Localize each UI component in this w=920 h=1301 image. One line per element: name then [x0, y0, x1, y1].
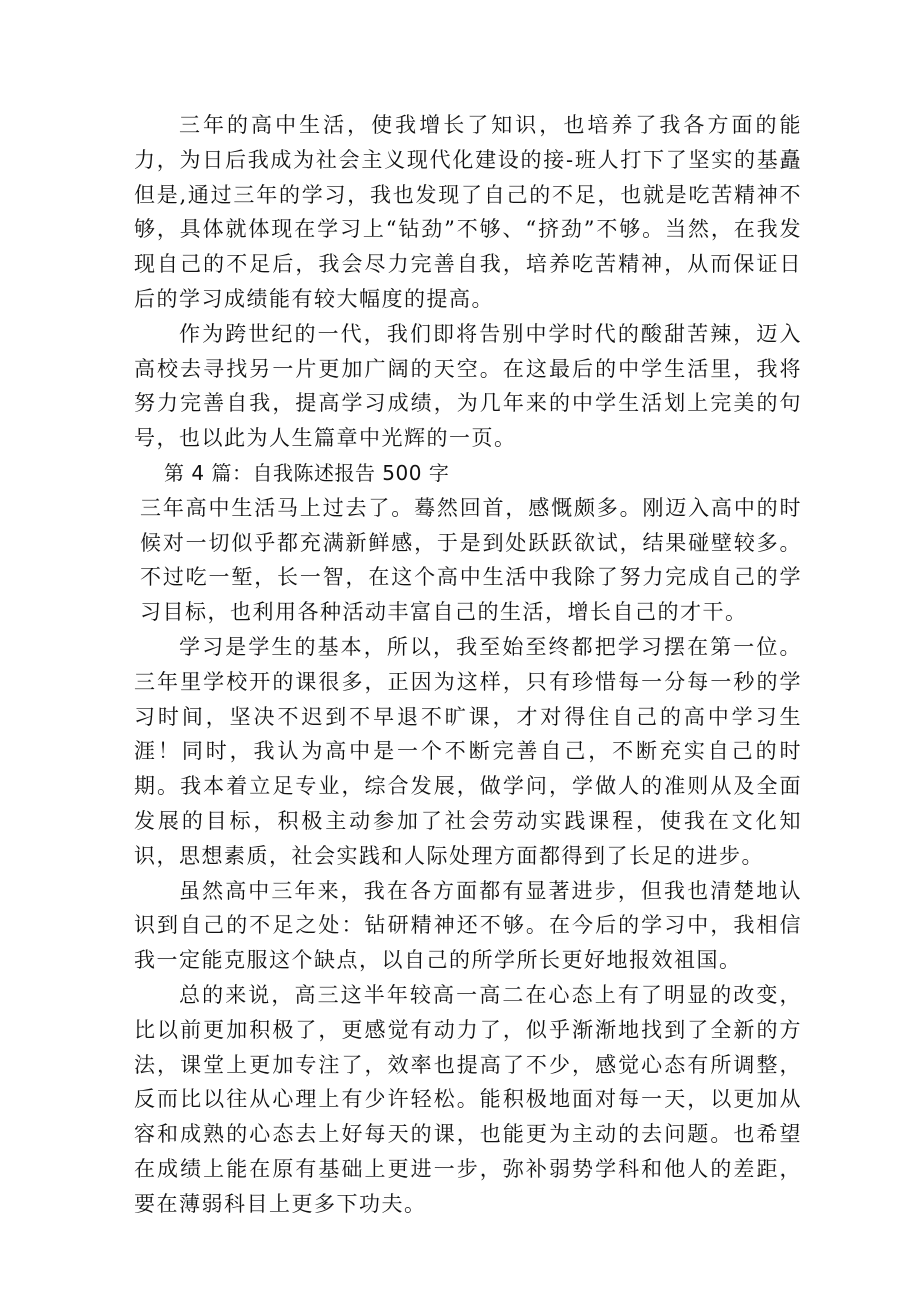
paragraph-study-first: 学习是学生的基本，所以，我至始至终都把学习摆在第一位。三年里学校开的课很多，正因为这样，只有珍惜每一分每一秒的学习时间，坚决不迟到不早退不旷课，才对得住自己的高中学习生涯！同时，我认为高中是一个不断完善自己，不断充实自己的时期。我本着立足专业，综合发展，做学问，学做人的准则从及全面发展的目标，积极主动参加了社会劳动实践课程，使我在文化知识，思想素质，社会实践和人际处理方面都得到了长足的进步。 [134, 634, 802, 868]
document-body [134, 108, 802, 1222]
paragraph-summary: 总的来说，高三这半年较高一高二在心态上有了明显的改变，比以前更加积极了，更感觉有动力了，似乎渐渐地找到了全新的方法，课堂上更加专注了，效率也提高了不少，感觉心态有所调整，反而比以往从心理上有少许轻松。能积极地面对每一天，以更加从容和成熟的心态去上好每天的课，也能更为主动的去问题。也希望在成绩上能在原有基础上更进一步，弥补弱势学科和他人的差距，要在薄弱科目上更多下功夫。 [134, 982, 802, 1216]
paragraph-shortcomings: 虽然高中三年来，我在各方面都有显著进步，但我也清楚地认识到自己的不足之处：钻研精神还不够。在今后的学习中，我相信我一定能克服这个缺点，以自己的所学所长更好地报效祖国。 [134, 878, 802, 973]
paragraph-three-years-passing: 三年高中生活马上过去了。蓦然回首，感慨颇多。刚迈入高中的时候对一切似乎都充满新鲜感，于是到处跃跃欲试，结果碰壁较多。不过吃一堑，长一智，在这个高中生活中我除了努力完成自己的学习目标，也利用各种活动丰富自己的生活，增长自己的才干。 [140, 495, 802, 625]
paragraph-farewell-middle-school: 作为跨世纪的一代，我们即将告别中学时代的酸甜苦辣，迈入高校去寻找另一片更加广阔的天空。在这最后的中学生活里，我将努力完善自我，提高学习成绩，为几年来的中学生活划上完美的句号，也以此为人生篇章中光辉的一页。 [134, 321, 802, 451]
paragraph-high-school-growth: 三年的高中生活，使我增长了知识，也培养了我各方面的能力，为日后我成为社会主义现代化建设的接-班人打下了坚实的基矗但是,通过三年的学习，我也发现了自己的不足，也就是吃苦精神不够，具体就体现在学习上“钻劲”不够、“挤劲”不够。当然，在我发现自己的不足后，我会尽力完善自我，培养吃苦精神，从而保证日后的学习成绩能有较大幅度的提高。 [134, 113, 802, 311]
section-heading: 第 4 篇：自我陈述报告 500 字 [164, 460, 450, 485]
